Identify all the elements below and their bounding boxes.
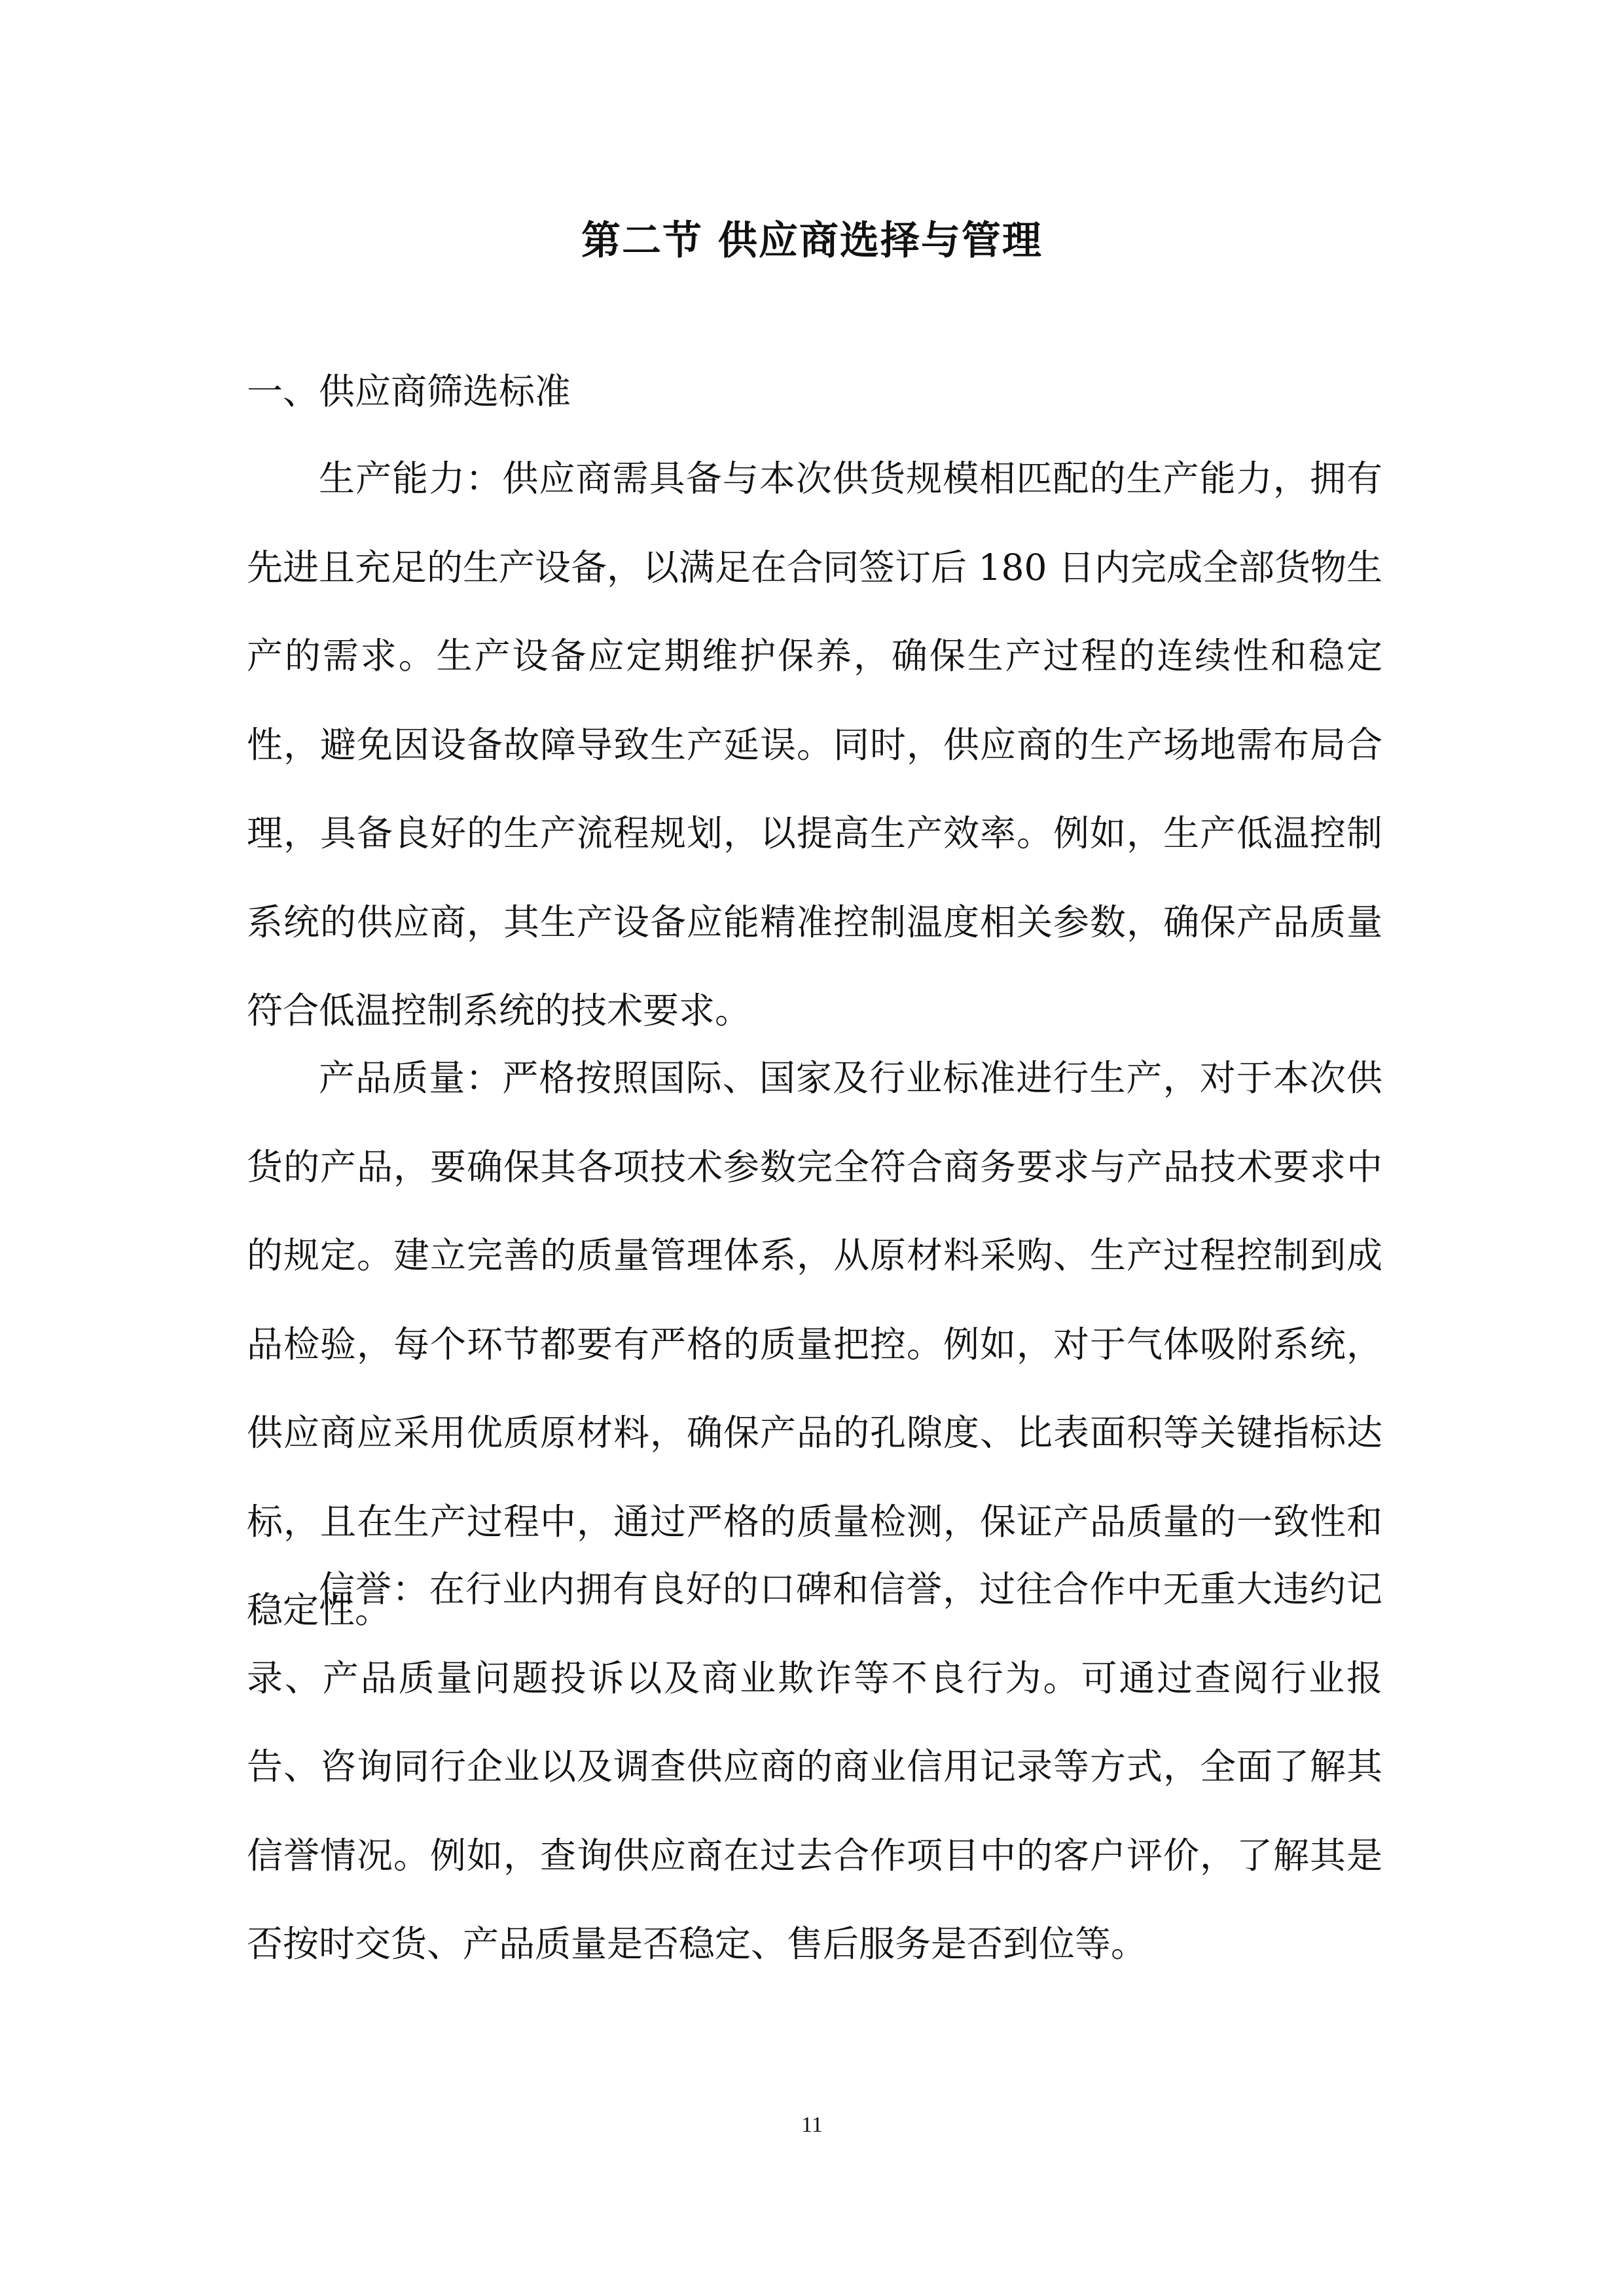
section-title: 第二节 供应商选择与管理 [581,218,1043,264]
page-number: 11 [801,2113,823,2137]
paragraph-reputation: 信誉：在行业内拥有良好的口碑和信誉，过往合作中无重大违约记录、产品质量问题投诉以及商业欺诈等不良行为。可通过查阅行业报告、咨询同行企业以及调查供应商的商业信用记录等方式，全面了解其信誉情况。例如，查询供应商在过去合作项目中的客户评价，了解其是否按时交货、产品质量是否稳定、售后服务是否到位等。 [247,1568,1382,1965]
subheading: 一、供应商筛选标准 [247,370,571,412]
paragraph-production-capacity: 生产能力：供应商需具备与本次供货规模相匹配的生产能力，拥有先进且充足的生产设备，以满足在合同签订后 180 日内完成全部货物生产的需求。生产设备应定期维护保养，确保生产过程的连续性和稳定性，避免因设备故障导致生产延误。同时，供应商的生产场地需布局合理，具备良好的生产流程规划，以提高生产效率。例如，生产低温控制系统的供应商，其生产设备应能精准控制温度相关参数，确保产品质量符合低温控制系统的技术要求。 [247,457,1382,1031]
paragraph-product-quality: 产品质量：严格按照国际、国家及行业标准进行生产，对于本次供货的产品，要确保其各项技术参数完全符合商务要求与产品技术要求中的规定。建立完善的质量管理体系，从原材料采购、生产过程控制到成品检验，每个环节都要有严格的质量把控。例如，对于气体吸附系统，供应商应采用优质原材料，确保产品的孔隙度、比表面积等关键指标达标，且在生产过程中，通过严格的质量检测，保证产品质量的一致性和稳定性。 [247,1057,1382,1631]
